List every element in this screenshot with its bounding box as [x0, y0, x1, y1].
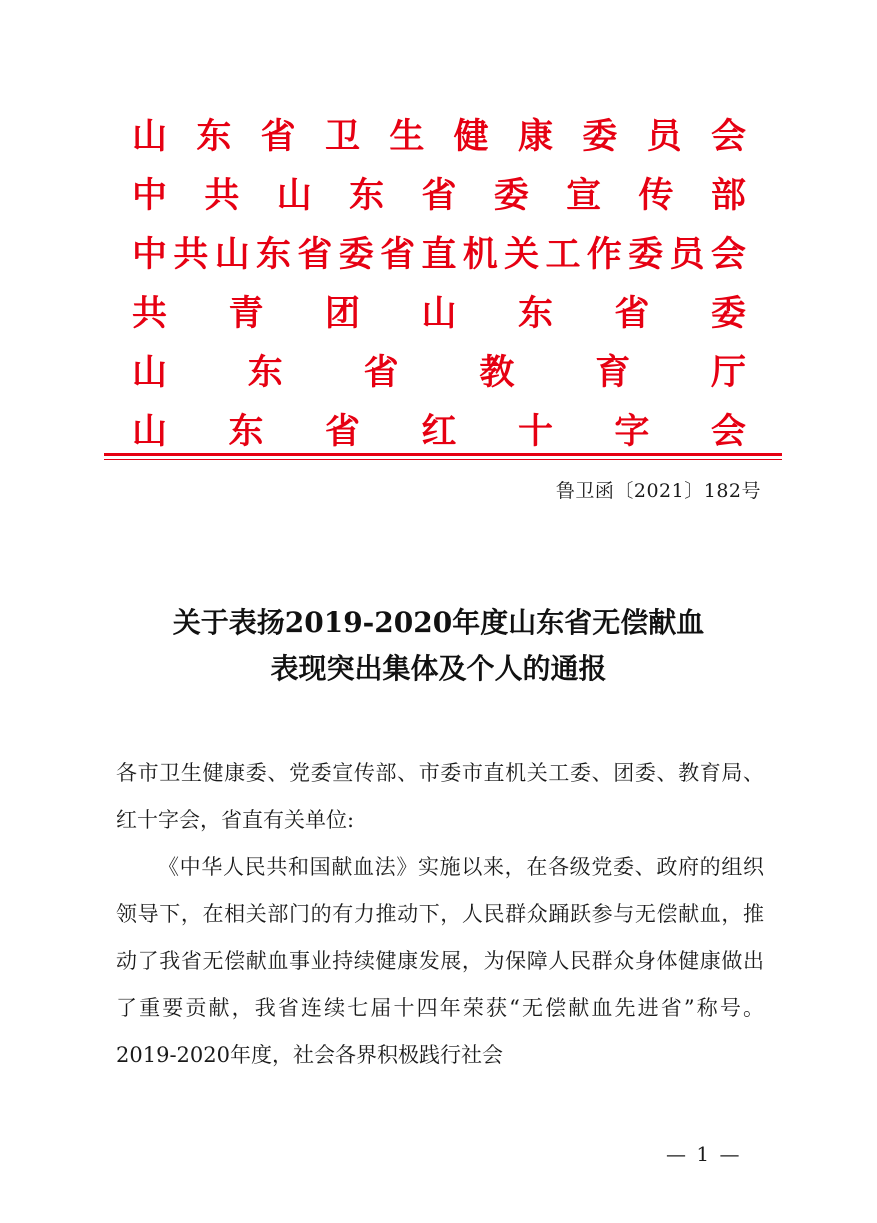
issuer-char: 省 [297, 234, 333, 275]
issuer-char: 生 [389, 116, 425, 157]
document-number: 鲁卫函〔2021〕182号 [555, 480, 761, 502]
issuer-char: 东 [517, 293, 553, 334]
issuer-line [132, 284, 746, 343]
document-title [60, 600, 817, 692]
issuer-line [132, 343, 746, 402]
issuer-char: 宣 [566, 175, 602, 216]
issuer-char: 东 [228, 411, 264, 452]
issuer-char: 山 [132, 352, 168, 393]
issuer-char: 中 [132, 175, 168, 216]
issuer-char: 关 [504, 234, 540, 275]
issuer-char: 委 [493, 175, 529, 216]
issuer-char: 机 [462, 234, 498, 275]
issuer-char: 传 [638, 175, 674, 216]
issuer-char: 委 [338, 234, 374, 275]
issuer-char: 共 [173, 234, 209, 275]
issuer-char: 省 [363, 352, 399, 393]
issuer-char: 东 [247, 352, 283, 393]
issuer-char: 会 [710, 116, 746, 157]
issuer-char: 康 [517, 116, 553, 157]
issuer-char: 山 [214, 234, 250, 275]
issuer-char: 山 [132, 116, 168, 157]
issuer-char: 委 [710, 293, 746, 334]
issuer-char: 教 [479, 352, 515, 393]
issuer-char: 部 [710, 175, 746, 216]
issuer-line [132, 166, 746, 225]
issuer-char: 共 [204, 175, 240, 216]
issuer-char: 员 [669, 234, 705, 275]
issuer-char: 委 [582, 116, 618, 157]
salutation: 各市卫生健康委、党委宣传部、市委市直机关工委、团委、教育局、红十字会，省直有关单位: [116, 761, 764, 832]
issuer-char: 会 [710, 234, 746, 275]
issuer-char: 东 [196, 116, 232, 157]
issuer-char: 十 [517, 411, 553, 452]
issuer-char: 中 [132, 234, 168, 275]
issuer-char: 省 [380, 234, 416, 275]
issuer-char: 团 [324, 293, 360, 334]
issuer-char: 卫 [324, 116, 360, 157]
page-number: — 1 — [666, 1142, 742, 1166]
issuer-char: 委 [628, 234, 664, 275]
issuer-char: 字 [614, 411, 650, 452]
header-divider-thick [104, 453, 782, 456]
issuer-char: 共 [132, 293, 168, 334]
title-line-1: 关于表扬2019-2020年度山东省无偿献血 [172, 606, 705, 639]
paragraph-1: 《中华人民共和国献血法》实施以来，在各级党委、政府的组织领导下，在相关部门的有力推动下，人民群众踊跃参与无偿献血，推动了我省无偿献血事业持续健康发展，为保障人民群众身体健康做出了重要贡献，我省连续七届十四年荣获“无偿献血先进省”称号。2019-2020年度，社会各界积极践行社会 [116, 855, 764, 1067]
issuer-char: 省 [614, 293, 650, 334]
issuer-char: 东 [349, 175, 385, 216]
issuer-line [132, 225, 746, 284]
issuer-char: 青 [228, 293, 264, 334]
issuer-char: 省 [260, 116, 296, 157]
issuer-char: 东 [256, 234, 292, 275]
issuer-char: 工 [545, 234, 581, 275]
issuer-char: 作 [586, 234, 622, 275]
issuer-char: 山 [276, 175, 312, 216]
title-line-2: 表现突出集体及个人的通报 [270, 652, 607, 685]
issuer-char: 育 [595, 352, 631, 393]
issuer-char: 会 [710, 411, 746, 452]
header-divider-thin [104, 459, 782, 460]
issuer-char: 健 [453, 116, 489, 157]
issuer-char: 厅 [710, 352, 746, 393]
issuer-char: 员 [646, 116, 682, 157]
issuer-char: 红 [421, 411, 457, 452]
issuer-char: 直 [421, 234, 457, 275]
issuer-char: 省 [324, 411, 360, 452]
issuing-agencies-header [132, 107, 746, 461]
document-body [116, 750, 764, 1079]
issuer-char: 省 [421, 175, 457, 216]
issuer-char: 山 [132, 411, 168, 452]
issuer-line [132, 107, 746, 166]
issuer-char: 山 [421, 293, 457, 334]
